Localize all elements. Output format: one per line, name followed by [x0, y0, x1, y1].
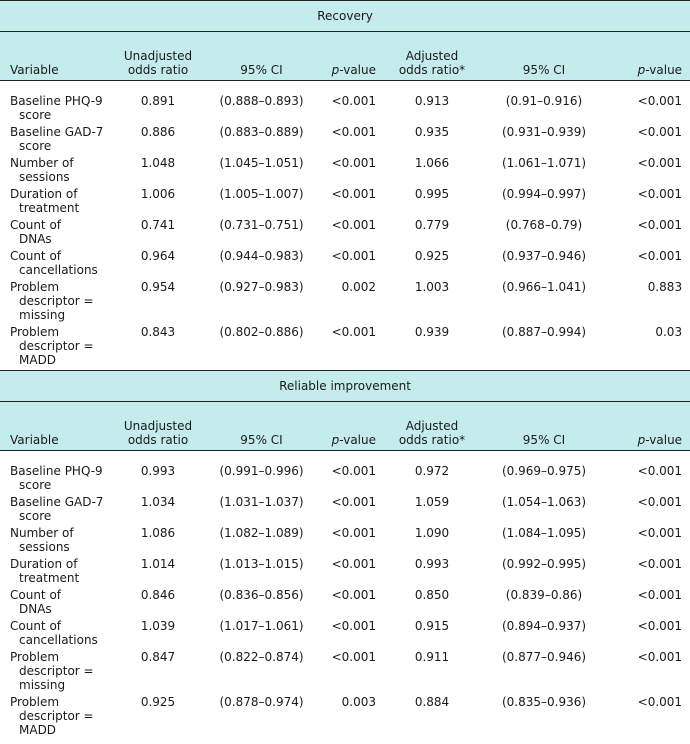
unadjusted-p-value: <0.001	[324, 249, 384, 280]
p-letter: p	[332, 63, 340, 77]
variable-cell	[0, 495, 117, 526]
unadjusted-p-value: <0.001	[324, 650, 384, 695]
variable-label-line: cancellations	[10, 633, 117, 647]
header-adjusted-odds-ratio-line: Adjusted	[384, 419, 480, 433]
unadjusted-ci: (1.045–1.051)	[199, 156, 324, 187]
variable-label-line: score	[10, 478, 117, 492]
adjusted-p-value: <0.001	[608, 94, 690, 125]
adjusted-odds-ratio: 0.884	[384, 695, 480, 740]
adjusted-odds-ratio: 0.915	[384, 619, 480, 650]
variable-label-line: score	[10, 509, 117, 523]
variable-label-line: Duration of	[10, 557, 117, 571]
unadjusted-p-value: 0.003	[324, 695, 384, 740]
variable-cell	[0, 557, 117, 588]
unadjusted-ci: (1.013–1.015)	[199, 557, 324, 588]
adjusted-p-value: <0.001	[608, 125, 690, 156]
variable-cell	[0, 280, 117, 325]
unadjusted-ci: (1.082–1.089)	[199, 526, 324, 557]
unadjusted-ci: (0.822–0.874)	[199, 650, 324, 695]
variable-label-line: cancellations	[10, 263, 117, 277]
unadjusted-p-value: <0.001	[324, 218, 384, 249]
p-letter: p	[332, 433, 340, 447]
unadjusted-ci: (0.944–0.983)	[199, 249, 324, 280]
unadjusted-odds-ratio: 0.925	[117, 695, 199, 740]
header-variable: Variable	[0, 32, 117, 81]
section-title: Recovery	[0, 1, 690, 32]
header-unadjusted-odds-ratio	[117, 402, 199, 451]
adjusted-p-value: <0.001	[608, 249, 690, 280]
unadjusted-p-value: <0.001	[324, 94, 384, 125]
unadjusted-p-value: <0.001	[324, 464, 384, 495]
header-unadjusted-odds-ratio-line: odds ratio	[117, 63, 199, 77]
adjusted-p-value: <0.001	[608, 218, 690, 249]
adjusted-ci: (0.931–0.939)	[480, 125, 608, 156]
unadjusted-p-value: <0.001	[324, 588, 384, 619]
unadjusted-odds-ratio: 1.086	[117, 526, 199, 557]
adjusted-p-value: <0.001	[608, 557, 690, 588]
variable-label-line: DNAs	[10, 602, 117, 616]
unadjusted-odds-ratio: 1.014	[117, 557, 199, 588]
unadjusted-p-value: <0.001	[324, 495, 384, 526]
p-suffix: -value	[645, 63, 682, 77]
header-p-value	[324, 402, 384, 451]
adjusted-ci: (0.994–0.997)	[480, 187, 608, 218]
adjusted-p-value: <0.001	[608, 156, 690, 187]
variable-cell	[0, 588, 117, 619]
variable-label-line: Count of	[10, 218, 117, 232]
unadjusted-ci: (0.836–0.856)	[199, 588, 324, 619]
adjusted-ci: (0.937–0.946)	[480, 249, 608, 280]
unadjusted-p-value: <0.001	[324, 325, 384, 371]
adjusted-odds-ratio: 1.059	[384, 495, 480, 526]
variable-label-line: descriptor =	[10, 709, 117, 723]
p-suffix: -value	[339, 63, 376, 77]
header-p-value	[608, 32, 690, 81]
adjusted-ci: (0.966–1.041)	[480, 280, 608, 325]
p-suffix: -value	[645, 433, 682, 447]
variable-label-line: missing	[10, 678, 117, 692]
variable-cell	[0, 695, 117, 740]
header-95-ci: 95% CI	[480, 402, 608, 451]
unadjusted-ci: (0.731–0.751)	[199, 218, 324, 249]
adjusted-odds-ratio: 0.913	[384, 94, 480, 125]
variable-label-line: DNAs	[10, 232, 117, 246]
unadjusted-p-value: <0.001	[324, 187, 384, 218]
table-row	[0, 218, 690, 249]
variable-label-line: Count of	[10, 588, 117, 602]
column-header-row	[0, 402, 690, 451]
table-row	[0, 94, 690, 125]
adjusted-odds-ratio: 1.090	[384, 526, 480, 557]
table-row	[0, 125, 690, 156]
unadjusted-p-value: <0.001	[324, 557, 384, 588]
section-title-row	[0, 371, 690, 402]
unadjusted-ci: (0.883–0.889)	[199, 125, 324, 156]
table-row	[0, 619, 690, 650]
variable-label-line: Duration of	[10, 187, 117, 201]
end-cell	[0, 740, 690, 744]
header-unadjusted-odds-ratio	[117, 32, 199, 81]
adjusted-ci: (0.768–0.79)	[480, 218, 608, 249]
adjusted-p-value: 0.883	[608, 280, 690, 325]
adjusted-p-value: <0.001	[608, 464, 690, 495]
variable-label-line: score	[10, 139, 117, 153]
adjusted-odds-ratio: 0.925	[384, 249, 480, 280]
p-letter: p	[638, 433, 646, 447]
header-variable: Variable	[0, 402, 117, 451]
adjusted-odds-ratio: 0.939	[384, 325, 480, 371]
table-row	[0, 249, 690, 280]
variable-label-line: Count of	[10, 619, 117, 633]
rule-cell	[0, 451, 690, 465]
header-rule	[0, 451, 690, 465]
rule-cell	[0, 81, 690, 95]
adjusted-ci: (0.835–0.936)	[480, 695, 608, 740]
unadjusted-odds-ratio: 0.964	[117, 249, 199, 280]
variable-label-line: descriptor =	[10, 294, 117, 308]
header-unadjusted-odds-ratio-line: Unadjusted	[117, 49, 199, 63]
variable-cell	[0, 218, 117, 249]
adjusted-odds-ratio: 0.935	[384, 125, 480, 156]
adjusted-ci: (0.969–0.975)	[480, 464, 608, 495]
variable-label-line: Problem	[10, 695, 117, 709]
header-adjusted-odds-ratio-line: odds ratio*	[384, 433, 480, 447]
adjusted-p-value: <0.001	[608, 650, 690, 695]
variable-label-line: sessions	[10, 170, 117, 184]
unadjusted-odds-ratio: 1.006	[117, 187, 199, 218]
header-95-ci: 95% CI	[199, 402, 324, 451]
variable-label-line: score	[10, 108, 117, 122]
variable-label-line: Number of	[10, 526, 117, 540]
table-row	[0, 588, 690, 619]
unadjusted-odds-ratio: 0.954	[117, 280, 199, 325]
header-unadjusted-odds-ratio-line: odds ratio	[117, 433, 199, 447]
unadjusted-ci: (0.878–0.974)	[199, 695, 324, 740]
adjusted-ci: (0.839–0.86)	[480, 588, 608, 619]
unadjusted-odds-ratio: 1.048	[117, 156, 199, 187]
variable-label-line: treatment	[10, 571, 117, 585]
variable-label-line: Problem	[10, 280, 117, 294]
unadjusted-p-value: <0.001	[324, 619, 384, 650]
table-row	[0, 280, 690, 325]
header-p-value	[608, 402, 690, 451]
header-rule	[0, 81, 690, 95]
adjusted-odds-ratio: 0.993	[384, 557, 480, 588]
adjusted-ci: (0.887–0.994)	[480, 325, 608, 371]
adjusted-ci: (0.877–0.946)	[480, 650, 608, 695]
header-adjusted-odds-ratio-line: odds ratio*	[384, 63, 480, 77]
variable-cell	[0, 325, 117, 371]
unadjusted-odds-ratio: 0.847	[117, 650, 199, 695]
variable-cell	[0, 94, 117, 125]
variable-label-line: descriptor =	[10, 339, 117, 353]
variable-label-line: sessions	[10, 540, 117, 554]
adjusted-p-value: <0.001	[608, 526, 690, 557]
section-title-row	[0, 1, 690, 32]
variable-cell	[0, 464, 117, 495]
variable-label-line: Count of	[10, 249, 117, 263]
adjusted-ci: (0.992–0.995)	[480, 557, 608, 588]
variable-label-line: Problem	[10, 325, 117, 339]
variable-label-line: missing	[10, 308, 117, 322]
adjusted-odds-ratio: 0.779	[384, 218, 480, 249]
unadjusted-odds-ratio: 1.034	[117, 495, 199, 526]
adjusted-ci: (1.084–1.095)	[480, 526, 608, 557]
unadjusted-p-value: <0.001	[324, 526, 384, 557]
adjusted-ci: (0.894–0.937)	[480, 619, 608, 650]
table-row	[0, 557, 690, 588]
unadjusted-ci: (0.927–0.983)	[199, 280, 324, 325]
header-adjusted-odds-ratio-line: Adjusted	[384, 49, 480, 63]
adjusted-p-value: <0.001	[608, 619, 690, 650]
unadjusted-ci: (0.888–0.893)	[199, 94, 324, 125]
adjusted-p-value: <0.001	[608, 187, 690, 218]
unadjusted-odds-ratio: 1.039	[117, 619, 199, 650]
unadjusted-ci: (1.005–1.007)	[199, 187, 324, 218]
adjusted-ci: (0.91–0.916)	[480, 94, 608, 125]
unadjusted-odds-ratio: 0.846	[117, 588, 199, 619]
p-suffix: -value	[339, 433, 376, 447]
variable-cell	[0, 187, 117, 218]
unadjusted-odds-ratio: 0.886	[117, 125, 199, 156]
adjusted-p-value: <0.001	[608, 495, 690, 526]
variable-label-line: treatment	[10, 201, 117, 215]
variable-label-line: descriptor =	[10, 664, 117, 678]
variable-cell	[0, 650, 117, 695]
section-title: Reliable improvement	[0, 371, 690, 402]
unadjusted-odds-ratio: 0.993	[117, 464, 199, 495]
header-unadjusted-odds-ratio-line: Unadjusted	[117, 419, 199, 433]
header-adjusted-odds-ratio	[384, 402, 480, 451]
variable-label-line: Baseline PHQ-9	[10, 94, 117, 108]
unadjusted-odds-ratio: 0.891	[117, 94, 199, 125]
variable-label-line: Number of	[10, 156, 117, 170]
table-row	[0, 187, 690, 218]
adjusted-p-value: 0.03	[608, 325, 690, 371]
variable-cell	[0, 619, 117, 650]
table-row	[0, 325, 690, 371]
adjusted-odds-ratio: 1.066	[384, 156, 480, 187]
unadjusted-ci: (1.017–1.061)	[199, 619, 324, 650]
adjusted-odds-ratio: 0.850	[384, 588, 480, 619]
variable-label-line: Problem	[10, 650, 117, 664]
header-95-ci: 95% CI	[480, 32, 608, 81]
unadjusted-ci: (0.991–0.996)	[199, 464, 324, 495]
variable-label-line: Baseline GAD-7	[10, 125, 117, 139]
table-row	[0, 526, 690, 557]
adjusted-odds-ratio: 0.972	[384, 464, 480, 495]
adjusted-ci: (1.061–1.071)	[480, 156, 608, 187]
table-body	[0, 1, 690, 744]
unadjusted-odds-ratio: 0.741	[117, 218, 199, 249]
header-adjusted-odds-ratio	[384, 32, 480, 81]
unadjusted-p-value: <0.001	[324, 125, 384, 156]
column-header-row	[0, 32, 690, 81]
unadjusted-odds-ratio: 0.843	[117, 325, 199, 371]
unadjusted-ci: (0.802–0.886)	[199, 325, 324, 371]
adjusted-p-value: <0.001	[608, 695, 690, 740]
unadjusted-p-value: 0.002	[324, 280, 384, 325]
header-95-ci: 95% CI	[199, 32, 324, 81]
variable-label-line: Baseline GAD-7	[10, 495, 117, 509]
header-p-value	[324, 32, 384, 81]
p-letter: p	[638, 63, 646, 77]
table-row	[0, 495, 690, 526]
variable-cell	[0, 156, 117, 187]
table-row	[0, 650, 690, 695]
adjusted-odds-ratio: 0.911	[384, 650, 480, 695]
table-row	[0, 464, 690, 495]
variable-cell	[0, 125, 117, 156]
unadjusted-p-value: <0.001	[324, 156, 384, 187]
variable-cell	[0, 526, 117, 557]
adjusted-odds-ratio: 0.995	[384, 187, 480, 218]
table-end	[0, 740, 690, 744]
adjusted-ci: (1.054–1.063)	[480, 495, 608, 526]
table-row	[0, 695, 690, 740]
adjusted-p-value: <0.001	[608, 588, 690, 619]
variable-label-line: MADD	[10, 723, 117, 737]
variable-cell	[0, 249, 117, 280]
variable-label-line: Baseline PHQ-9	[10, 464, 117, 478]
table-row	[0, 156, 690, 187]
adjusted-odds-ratio: 1.003	[384, 280, 480, 325]
variable-label-line: MADD	[10, 353, 117, 367]
unadjusted-ci: (1.031–1.037)	[199, 495, 324, 526]
